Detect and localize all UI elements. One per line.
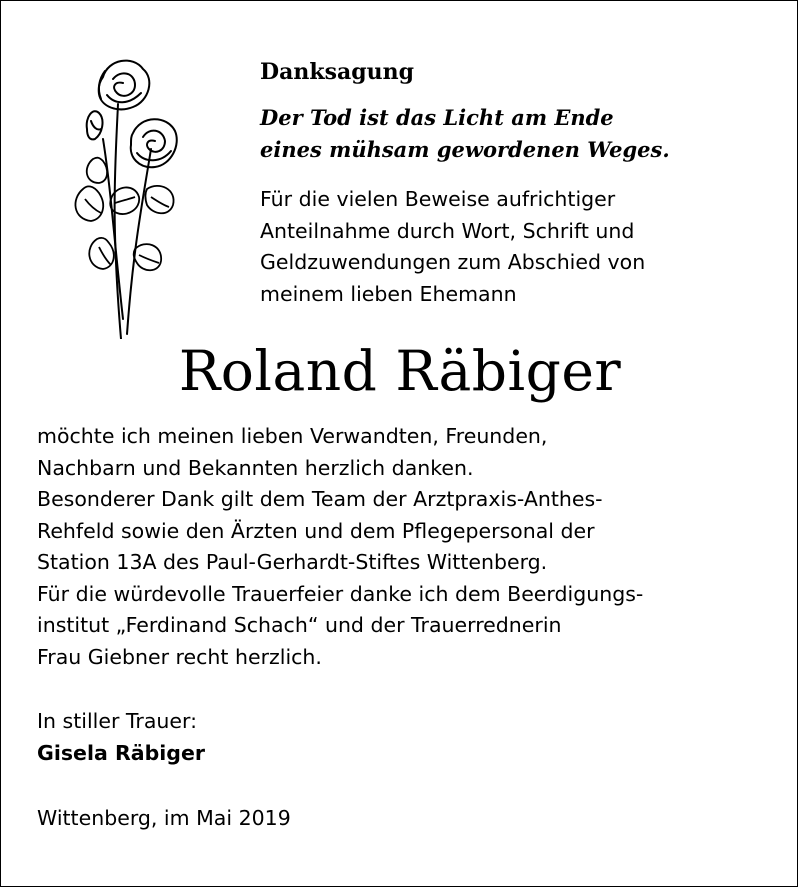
body-text — [37, 421, 777, 673]
body-line: Frau Giebner recht herzlich. — [37, 644, 322, 669]
rose-icon — [63, 49, 193, 339]
intro-text — [260, 184, 780, 310]
intro-line: Für die vielen Beweise aufrichtiger — [260, 187, 616, 211]
quote-line: Der Tod ist das Licht am Ende — [260, 105, 614, 130]
quote-line: eines mühsam gewordenen Weges. — [260, 137, 670, 162]
body-line: institut „Ferdinand Schach“ und der Trauerrednerin — [37, 613, 562, 637]
signer-name: Gisela Räbiger — [37, 741, 205, 765]
body-line: Besonderer Dank gilt dem Team der Arztpraxis-Anthes- — [37, 487, 603, 511]
deceased-name: Roland Räbiger — [178, 339, 622, 403]
body-line: Rehfeld sowie den Ärzten und dem Pflegepersonal der — [37, 518, 595, 543]
body-line: Für die würdevolle Trauerfeier danke ich dem Beerdigungs- — [37, 581, 644, 606]
closing-block — [37, 705, 205, 769]
body-line: Nachbarn und Bekannten herzlich danken. — [37, 455, 474, 480]
intro-line: Anteilnahme durch Wort, Schrift und — [260, 218, 635, 243]
intro-line: Geldzuwendungen zum Abschied von — [260, 250, 646, 274]
place-date: Wittenberg, im Mai 2019 — [37, 806, 291, 830]
body-line: Station 13A des Paul-Gerhardt-Stiftes Wittenberg. — [37, 550, 548, 574]
body-line: möchte ich meinen lieben Verwandten, Freunden, — [37, 424, 548, 448]
quote — [260, 102, 780, 166]
notice-heading: Danksagung — [260, 59, 414, 85]
closing-label: In stiller Trauer: — [37, 709, 197, 733]
intro-line: meinem lieben Ehemann — [260, 281, 517, 306]
